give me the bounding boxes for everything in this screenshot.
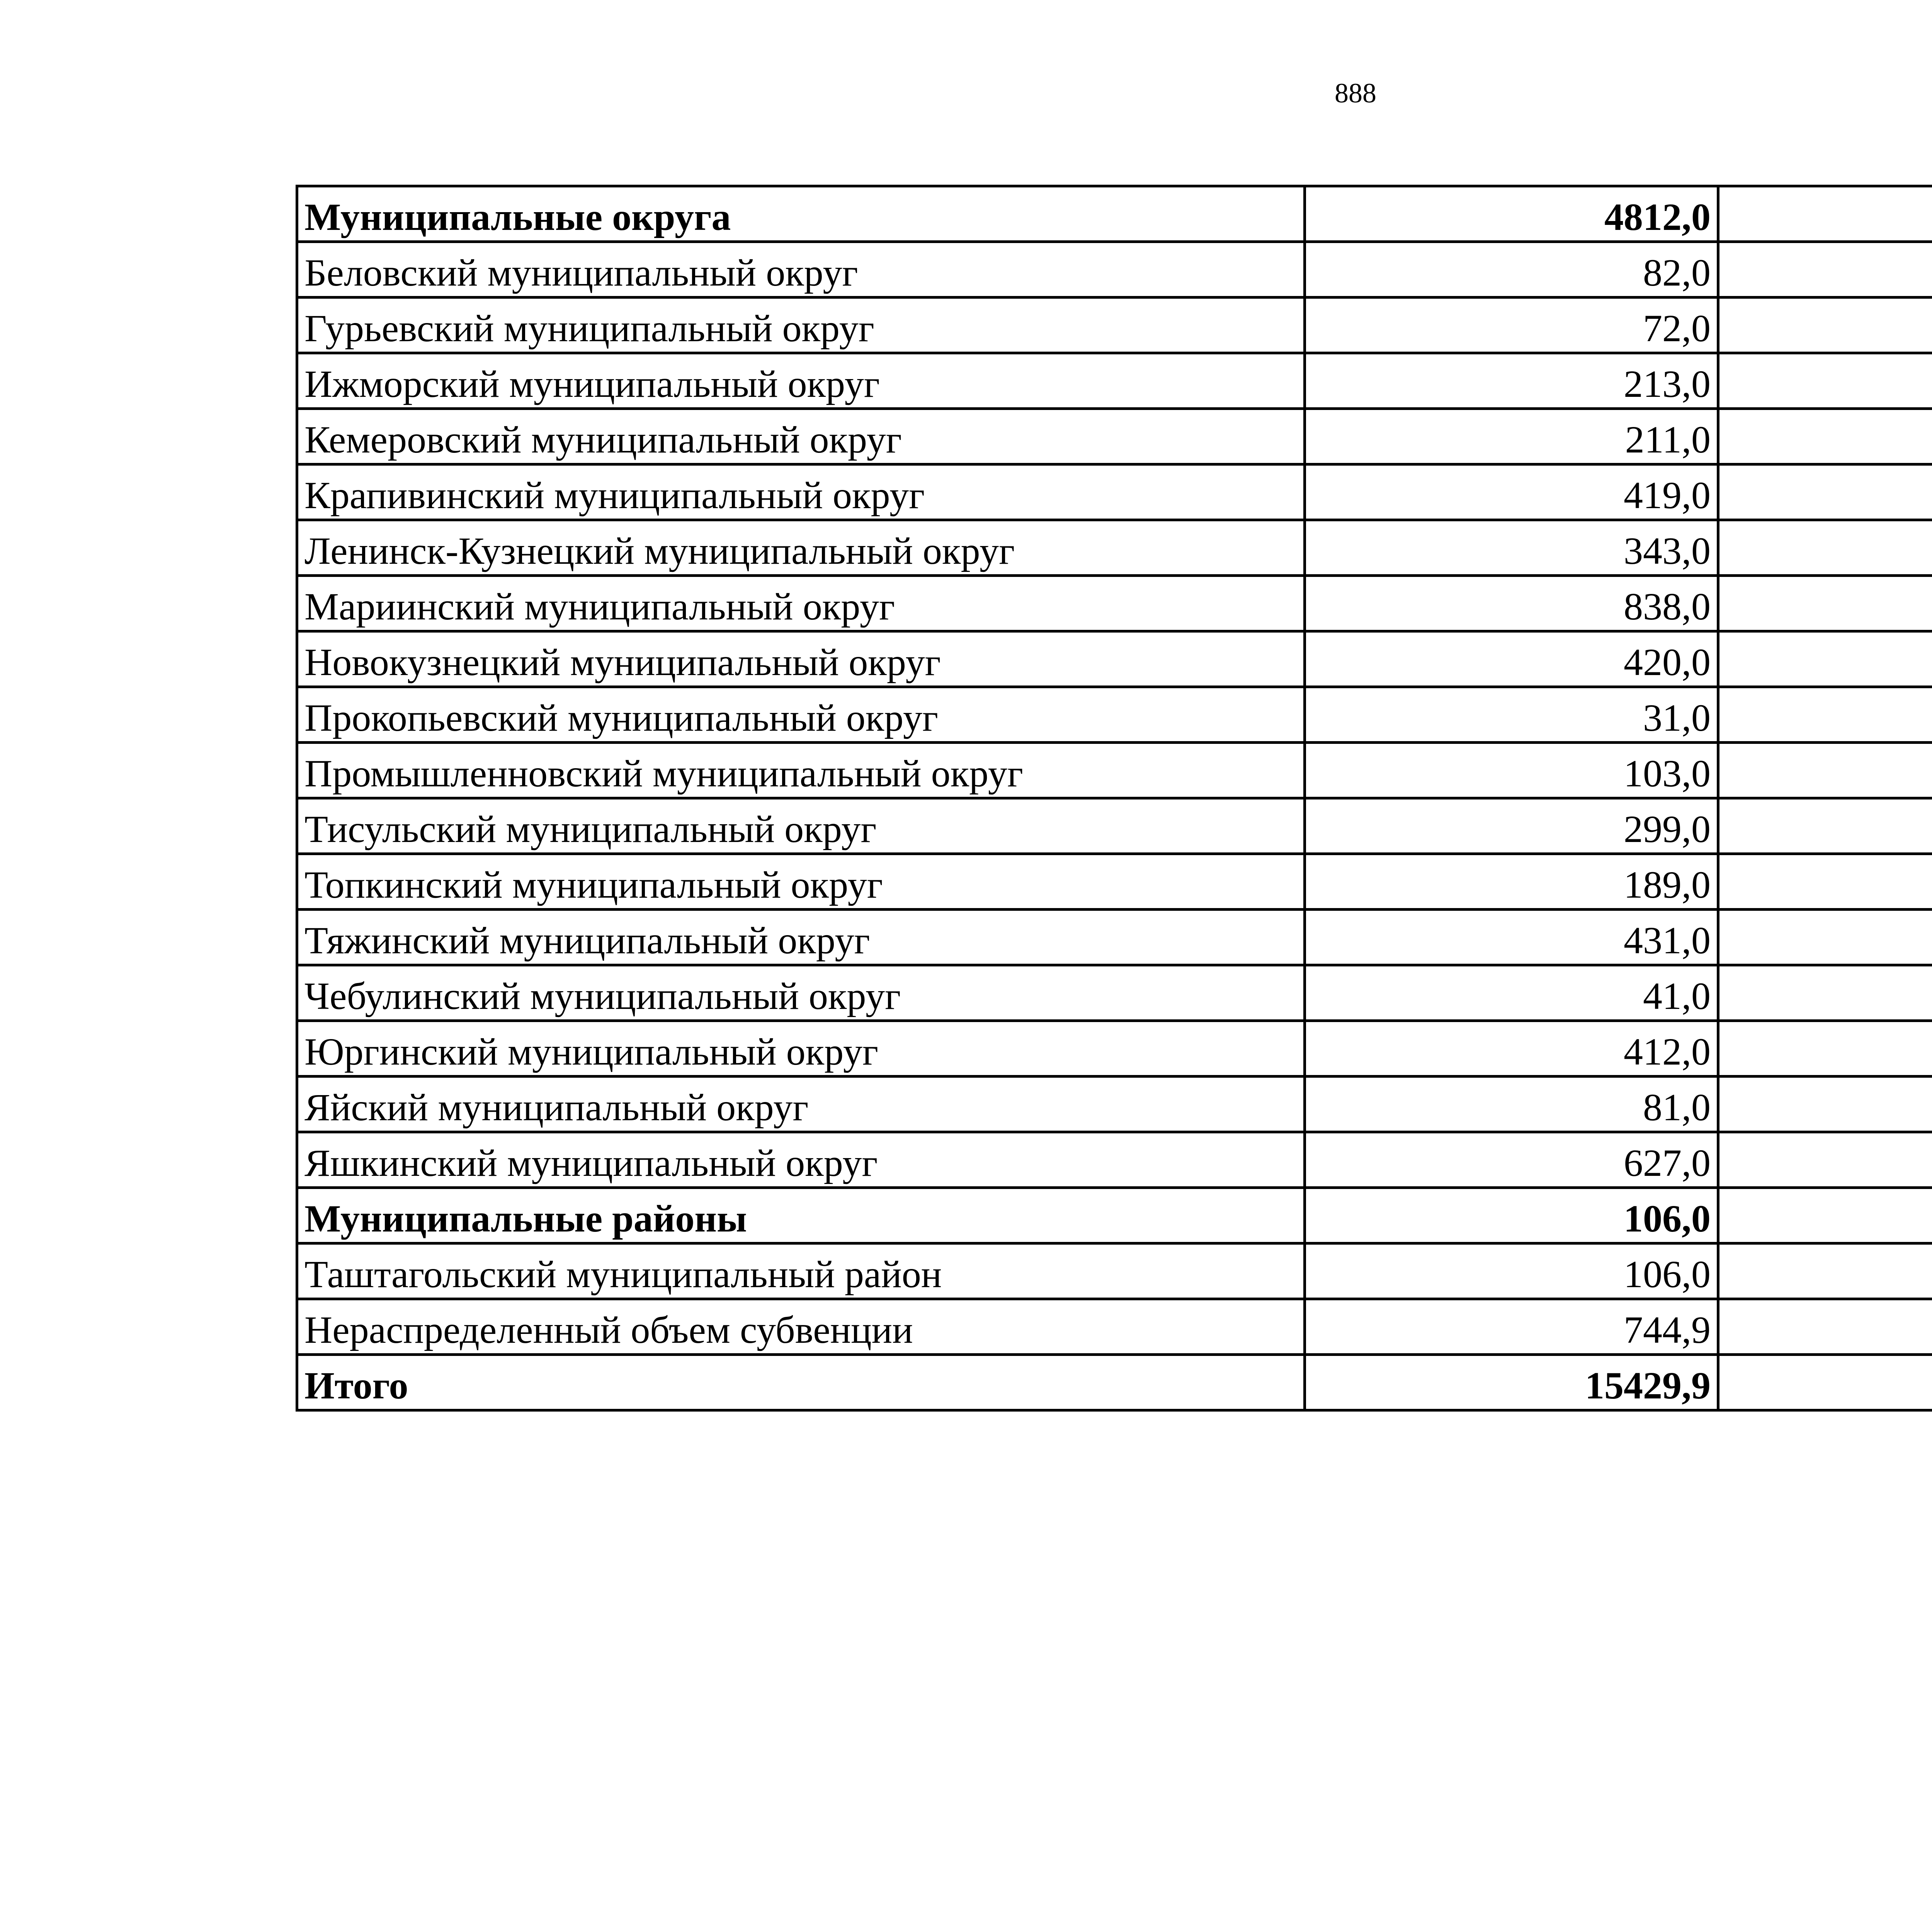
table-row — [297, 965, 1932, 1021]
row-value-2-cell — [1718, 687, 1932, 743]
table-row — [297, 520, 1932, 576]
row-value-2-cell — [1718, 631, 1932, 687]
row-value-2-cell — [1718, 186, 1932, 242]
row-value-1-cell: 82,0 — [1305, 242, 1718, 298]
row-value-2-cell — [1718, 464, 1932, 520]
row-value-2-cell — [1718, 1188, 1932, 1243]
row-value-2-cell — [1718, 965, 1932, 1021]
table-row-total — [297, 1355, 1932, 1410]
row-name-cell: Таштагольский муниципальный район — [297, 1243, 1305, 1299]
row-value-1-cell: 81,0 — [1305, 1077, 1718, 1132]
row-value-1-cell: 72,0 — [1305, 298, 1718, 353]
table-row — [297, 854, 1932, 910]
row-value-2-cell — [1718, 1132, 1932, 1188]
row-value-1-cell: 343,0 — [1305, 520, 1718, 576]
row-value-2-cell — [1718, 520, 1932, 576]
row-name-cell: Тяжинский муниципальный округ — [297, 910, 1305, 965]
table-row — [297, 464, 1932, 520]
row-value-2-cell — [1718, 743, 1932, 798]
row-value-1-cell: 744,9 — [1305, 1299, 1718, 1355]
table-row-total — [297, 1188, 1932, 1243]
row-name-cell: Тисульский муниципальный округ — [297, 798, 1305, 854]
row-value-1-cell: 103,0 — [1305, 743, 1718, 798]
row-name-cell: Чебулинский муниципальный округ — [297, 965, 1305, 1021]
table-row-total — [297, 186, 1932, 242]
row-name-cell: Прокопьевский муниципальный округ — [297, 687, 1305, 743]
row-value-1-cell: 412,0 — [1305, 1021, 1718, 1077]
row-value-1-cell: 106,0 — [1305, 1243, 1718, 1299]
row-value-2-cell — [1718, 910, 1932, 965]
row-value-2-cell — [1718, 1021, 1932, 1077]
row-value-1-cell: 838,0 — [1305, 576, 1718, 631]
row-value-2-cell — [1718, 798, 1932, 854]
row-value-2-cell — [1718, 353, 1932, 409]
row-value-2-cell — [1718, 854, 1932, 910]
table-row — [297, 910, 1932, 965]
row-name-cell: Ижморский муниципальный округ — [297, 353, 1305, 409]
row-value-1-cell: 41,0 — [1305, 965, 1718, 1021]
row-value-1-cell: 31,0 — [1305, 687, 1718, 743]
row-name-cell: Новокузнецкий муниципальный округ — [297, 631, 1305, 687]
row-value-1-cell: 420,0 — [1305, 631, 1718, 687]
row-name-cell: Юргинский муниципальный округ — [297, 1021, 1305, 1077]
row-name-cell: Итого — [297, 1355, 1305, 1410]
table-row — [297, 687, 1932, 743]
table-row — [297, 409, 1932, 464]
row-value-2-cell — [1718, 242, 1932, 298]
row-value-1-cell: 211,0 — [1305, 409, 1718, 464]
row-name-cell: Мариинский муниципальный округ — [297, 576, 1305, 631]
page-number: 888 — [1335, 78, 1376, 109]
row-name-cell: Беловский муниципальный округ — [297, 242, 1305, 298]
row-value-1-cell: 431,0 — [1305, 910, 1718, 965]
table-row — [297, 576, 1932, 631]
subvention-table — [296, 185, 1932, 1412]
table-row — [297, 242, 1932, 298]
table-row — [297, 1021, 1932, 1077]
row-value-1-cell: 189,0 — [1305, 854, 1718, 910]
row-name-cell: Крапивинский муниципальный округ — [297, 464, 1305, 520]
table-row — [297, 1243, 1932, 1299]
table-row — [297, 631, 1932, 687]
row-name-cell: Топкинский муниципальный округ — [297, 854, 1305, 910]
table-row — [297, 1132, 1932, 1188]
row-value-2-cell — [1718, 576, 1932, 631]
row-value-1-cell: 213,0 — [1305, 353, 1718, 409]
table-row — [297, 798, 1932, 854]
row-name-cell: Яйский муниципальный округ — [297, 1077, 1305, 1132]
row-value-1-cell: 4812,0 — [1305, 186, 1718, 242]
row-value-1-cell: 419,0 — [1305, 464, 1718, 520]
row-name-cell: Яшкинский муниципальный округ — [297, 1132, 1305, 1188]
row-name-cell: Кемеровский муниципальный округ — [297, 409, 1305, 464]
row-name-cell: Гурьевский муниципальный округ — [297, 298, 1305, 353]
table-row — [297, 353, 1932, 409]
row-value-2-cell — [1718, 1077, 1932, 1132]
row-name-cell: Муниципальные округа — [297, 186, 1305, 242]
row-value-1-cell: 299,0 — [1305, 798, 1718, 854]
row-value-2-cell — [1718, 298, 1932, 353]
row-name-cell: Промышленновский муниципальный округ — [297, 743, 1305, 798]
table-row — [297, 743, 1932, 798]
row-name-cell: Ленинск-Кузнецкий муниципальный округ — [297, 520, 1305, 576]
row-value-2-cell — [1718, 1243, 1932, 1299]
table-row — [297, 298, 1932, 353]
row-value-1-cell: 106,0 — [1305, 1188, 1718, 1243]
table-body — [297, 186, 1932, 1410]
row-value-1-cell: 15429,9 — [1305, 1355, 1718, 1410]
table-row — [297, 1077, 1932, 1132]
row-name-cell: Нераспределенный объем субвенции — [297, 1299, 1305, 1355]
row-value-2-cell — [1718, 1355, 1932, 1410]
row-value-2-cell — [1718, 409, 1932, 464]
row-value-1-cell: 627,0 — [1305, 1132, 1718, 1188]
table-row — [297, 1299, 1932, 1355]
row-name-cell: Муниципальные районы — [297, 1188, 1305, 1243]
row-value-2-cell — [1718, 1299, 1932, 1355]
